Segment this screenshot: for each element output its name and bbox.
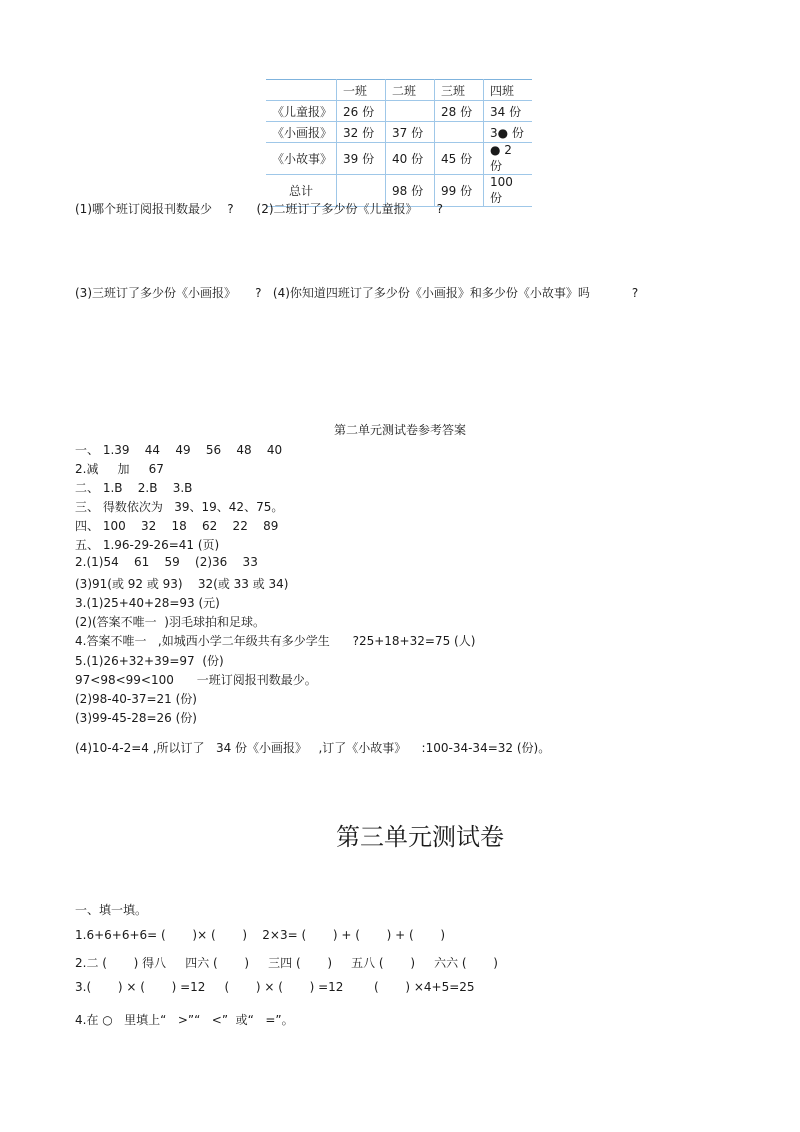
answers-title: 第二单元测试卷参考答案 (333, 423, 466, 437)
answer-line: 4.答案不唯一 ,如城西小学二年级共有多少学生 ?25+18+32=75 (人) (75, 634, 476, 648)
table-cell: 《小故事》 (266, 143, 337, 175)
table-cell: 39 份 (337, 143, 386, 175)
subscription-table (266, 79, 532, 207)
table-cell: 34 份 (484, 101, 533, 122)
table-cell (435, 122, 484, 143)
table-row (266, 122, 532, 143)
table-cell: ● 2 份 (484, 143, 533, 175)
answer-line: (3)99-45-28=26 (份) (75, 711, 197, 725)
table-cell: 99 份 (435, 175, 484, 207)
answer-line: 四、 100 32 18 62 22 89 (75, 519, 279, 533)
answer-line: 5.(1)26+32+39=97 (份) (75, 654, 224, 668)
answer-line: (3)91(或 92 或 93) 32(或 33 或 34) (75, 577, 289, 591)
table-cell: 三班 (435, 80, 484, 101)
table-header-row (266, 80, 532, 101)
table-cell: 45 份 (435, 143, 484, 175)
table-cell: 3● 份 (484, 122, 533, 143)
exercise-item: 4.在 ○ 里填上“ >”“ <” 或“ =”。 (75, 1013, 294, 1027)
table-cell: 四班 (484, 80, 533, 101)
answer-line: (2)(答案不唯一 )羽毛球拍和足球。 (75, 615, 265, 629)
table-cell: 40 份 (386, 143, 435, 175)
table-cell: 《小画报》 (266, 122, 337, 143)
answer-line: (4)10-4-2=4 ,所以订了 34 份《小画报》 ,订了《小故事》 :100-34-34=32 (份)。 (75, 741, 551, 755)
exercise-item: 3.( ) × ( ) =12 ( ) × ( ) =12 ( ) ×4+5=25 (75, 980, 475, 994)
exercise-item: 1.6+6+6+6= ( )× ( ) 2×3= ( ) + ( ) + ( ) (75, 928, 446, 942)
table-cell: 98 份 (386, 175, 435, 207)
answer-line: 2.(1)54 61 59 (2)36 33 (75, 555, 258, 569)
table-row (266, 143, 532, 175)
answer-line: 五、 1.96-29-26=41 (页) (75, 538, 220, 552)
table-cell: 100 份 (484, 175, 533, 207)
exercise-item: 2.二 ( ) 得八 四六 ( ) 三四 ( ) 五八 ( ) 六六 ( ) (75, 956, 498, 970)
section-heading: 一、填一填。 (75, 903, 148, 917)
answer-line: 三、 得数依次为 39、19、42、75。 (75, 500, 284, 514)
answer-line: 97<98<99<100 一班订阅报刊数最少。 (75, 673, 317, 687)
answer-line: 2.减 加 67 (75, 462, 164, 476)
table-row (266, 101, 532, 122)
question-line-2: (3)三班订了多少份《小画报》 ? (4)你知道四班订了多少份《小画报》和多少份《小故事》吗 ? (75, 286, 639, 300)
answer-line: 二、 1.B 2.B 3.B (75, 481, 193, 495)
answer-line: 3.(1)25+40+28=93 (元) (75, 596, 220, 610)
table-cell (386, 101, 435, 122)
table-cell: 二班 (386, 80, 435, 101)
table-cell: 26 份 (337, 101, 386, 122)
table-cell: 37 份 (386, 122, 435, 143)
unit3-title: 第三单元测试卷 (336, 823, 504, 851)
table-cell: 《儿童报》 (266, 101, 337, 122)
table-cell: 一班 (337, 80, 386, 101)
table-cell (266, 80, 337, 101)
table-cell: 总计 (266, 175, 337, 207)
question-line-1: (1)哪个班订阅报刊数最少 ? (2)二班订了多少份《儿童报》 ? (75, 202, 443, 216)
answer-line: (2)98-40-37=21 (份) (75, 692, 197, 706)
answer-line: 一、 1.39 44 49 56 48 40 (75, 443, 283, 457)
table-cell: 28 份 (435, 101, 484, 122)
table-cell: 32 份 (337, 122, 386, 143)
